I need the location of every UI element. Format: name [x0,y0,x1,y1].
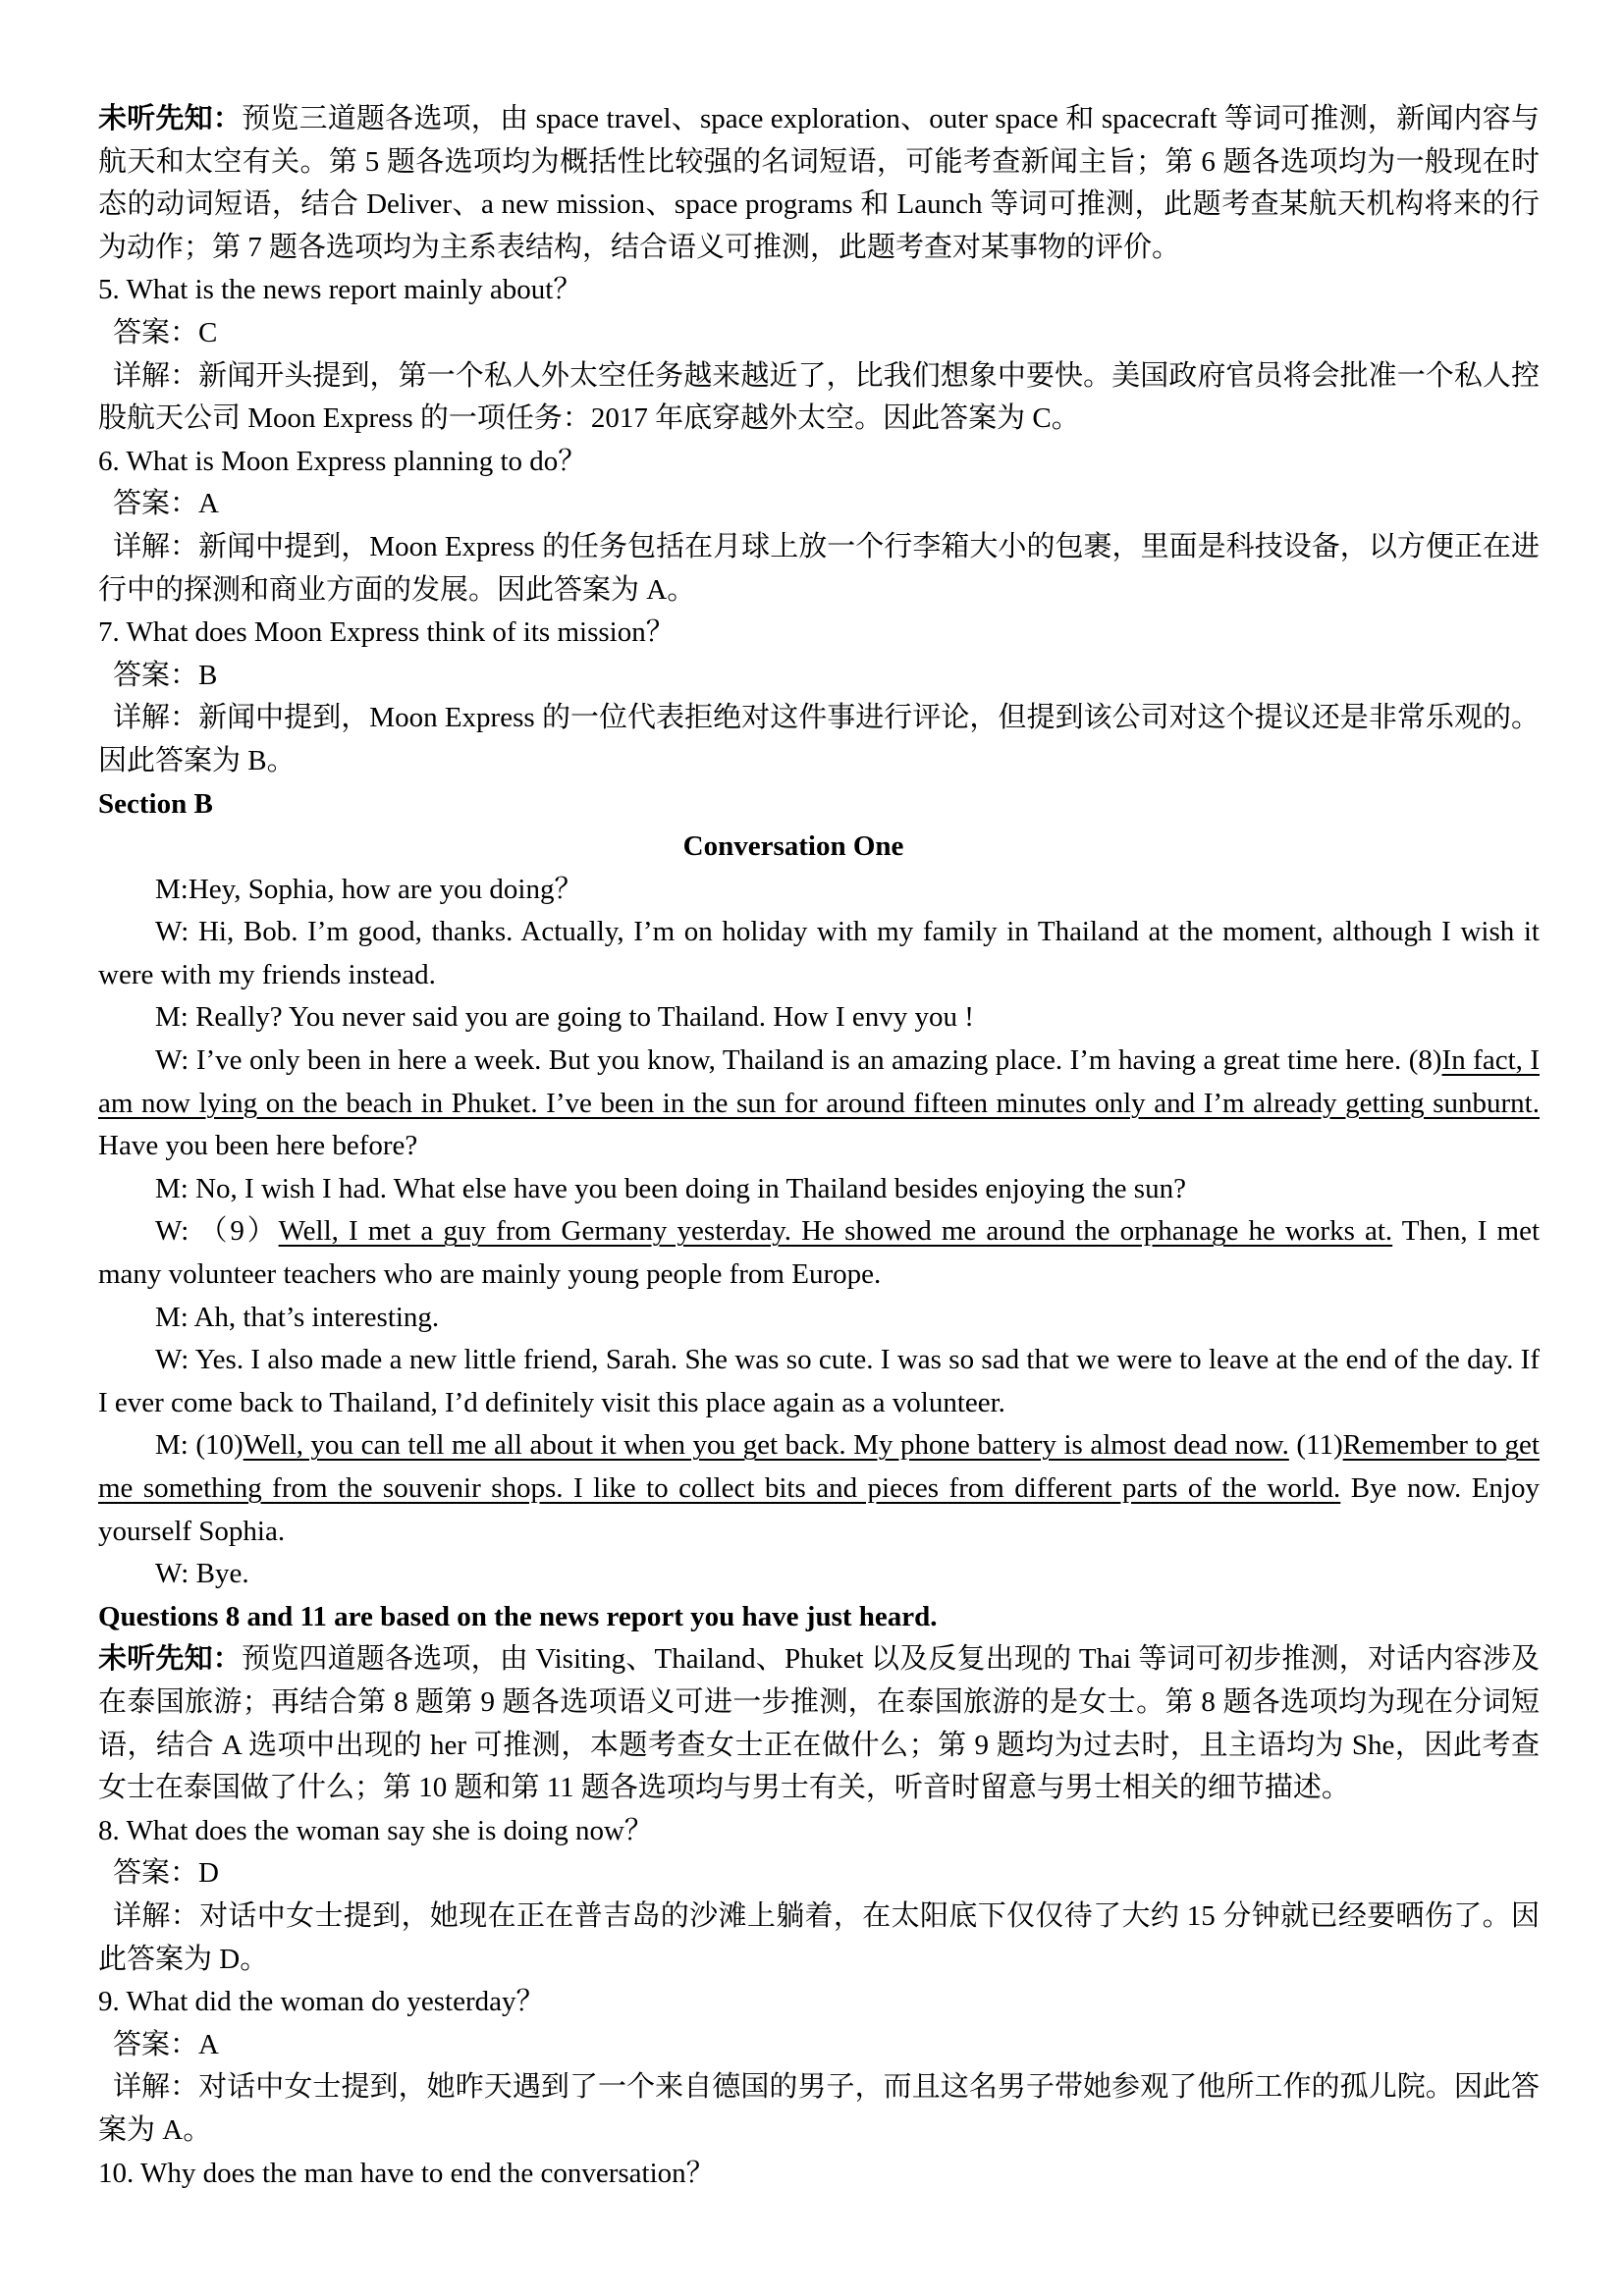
dialogue-line [98,1553,1540,1596]
underlined-key-sentence: Remember to get me something from the souvenir shops. I like to collect bits and pieces from different parts of the world. [98,1429,1540,1504]
dialogue-line [98,869,1540,912]
dialogue-text: M: No, I wish I had. What else have you been doing in Thailand besides enjoying the sun? [155,1172,1186,1204]
dialogue-line [98,911,1540,996]
question-9: 9. What did the woman do yesterday？ [98,1986,545,2018]
preview-label: 未听先知： [98,103,243,134]
question-5: 5. What is the news report mainly about？ [98,274,582,306]
dialogue-text: W: Hi, Bob. I’m good, thanks. Actually, I’m on holiday with my family in Thailand at the moment, although I wish it were with my friends instead. [98,916,1540,990]
answer-9: 答案：A [113,2028,219,2060]
dialogue-line [98,1040,1540,1168]
explanation-7: 详解：新闻中提到，Moon Express 的一位代表拒绝对这件事进行评论，但提到该公司对这个提议还是非常乐观的。因此答案为 B。 [98,702,1540,776]
dialogue-line [98,1339,1540,1424]
explanation-5: 详解：新闻开头提到，第一个私人外太空任务越来越近了，比我们想象中要快。美国政府官员将会批准一个私人控股航天公司 Moon Express 的一项任务：2017 年底穿越外太空。因此答案为 C。 [98,359,1540,435]
explanation-6: 详解：新闻中提到，Moon Express 的任务包括在月球上放一个行李箱大小的包裹，里面是科技设备，以方便正在进行中的探测和商业方面的发展。因此答案为 A。 [98,530,1540,606]
question-8: 8. What does the woman say she is doing now？ [98,1814,653,1846]
dialogue-text: Bye now. Enjoy yourself Sophia. [98,1472,1540,1547]
dialogue-text: M: Ah, that’s interesting. [155,1301,440,1333]
dialogue-text: W: Yes. I also made a new little friend, Sarah. She was so cute. I was so sad that we were to leave at the end of the day. If I ever come back to Thailand, I’d definitely visit this place again as a volunteer. [98,1344,1540,1418]
dialogue-line [98,1297,1540,1340]
dialogue-text: M: (10) [155,1429,244,1462]
explanation-9: 详解：对话中女士提到，她昨天遇到了一个来自德国的男子，而且这名男子带她参观了他所工作的孤儿院。因此答案为 A。 [98,2071,1540,2146]
dialogue-line [98,996,1540,1040]
dialogue-line [98,1168,1540,1211]
dialogue-text: (11) [1288,1429,1343,1462]
preview-paragraph-2 [98,1638,1540,1809]
preview-paragraph-1 [98,98,1540,269]
conversation-title: Conversation One [682,830,904,863]
section-heading: Section B [98,787,213,820]
dialogue-text: W: I’ve only been in here a week. But you know, Thailand is an amazing place. I’m having a great time here. (8) [155,1044,1442,1077]
preview-text: 预览三道题各选项，由 space travel、space exploration、outer space 和 spacecraft 等词可推测，新闻内容与航天和太空有关。第 5 题各选项均为概括性比较强的名词短语，可能考查新闻主旨；第 6 题各选项均为一般现在时态的动词短语，结合 Deliver、a new mission、space programs 和 Launch 等词可推测，此题考查某航天机构将来的行为动作；第 7 题各选项均为主系表结构，结合语义可推测，此题考查对某事物的评价。 [98,103,1540,263]
dialogue-text: W: Bye. [155,1558,249,1590]
answer-7: 答案：B [113,659,218,691]
question-7: 7. What does Moon Express think of its mission？ [98,616,675,649]
dialogue-line [98,1210,1540,1296]
dialogue-text: M: Really? You never said you are going to Thailand. How I envy you ! [155,1001,974,1034]
dialogue-text: Have you been here before? [98,1130,418,1162]
underlined-key-sentence: Well, you can tell me all about it when you get back. My phone battery is almost dead now. [243,1429,1289,1462]
answer-5: 答案：C [113,316,218,348]
answer-8: 答案：D [113,1857,219,1890]
preview-label: 未听先知： [98,1643,242,1676]
explanation-8: 详解：对话中女士提到，她现在正在普吉岛的沙滩上躺着，在太阳底下仅仅待了大约 15 分钟就已经要晒伤了。因此答案为 D。 [98,1899,1540,1975]
underlined-key-sentence: In fact, I am now lying on the beach in Phuket. I’ve been in the sun for around fifteen minutes only and I’m already getting sunburnt. [98,1044,1540,1119]
dialogue-text: W: （9） [155,1215,279,1248]
preview-text: 预览四道题各选项，由 Visiting、Thailand、Phuket 以及反复出现的 Thai 等词可初步推测，对话内容涉及在泰国旅游；再结合第 8 题第 9 题各选项语义可进一步推测，在泰国旅游的是女士。第 8 题各选项均为现在分词短语，结合 A 选项中出现的 her 可推测，本题考查女士正在做什么；第 9 题均为过去时，且主语均为 She，因此考查女士在泰国做了什么；第 10 题和第 11 题各选项均与男士有关，听音时留意与男士相关的细节描述。 [98,1643,1540,1804]
dialogue-text: Then, I met many volunteer teachers who are mainly young people from Europe. [98,1215,1541,1291]
answer-6: 答案：A [113,488,219,520]
questions-heading: Questions 8 and 11 are based on the news report you have just heard. [98,1600,938,1632]
question-10: 10. Why does the man have to end the conversation？ [98,2157,715,2189]
dialogue-line [98,1424,1540,1553]
underlined-key-sentence: Well, I met a guy from Germany yesterday. He showed me around the orphanage he works at. [278,1215,1393,1248]
dialogue-text: M:Hey, Sophia, how are you doing？ [155,873,583,905]
question-6: 6. What is Moon Express planning to do？ [98,445,587,477]
